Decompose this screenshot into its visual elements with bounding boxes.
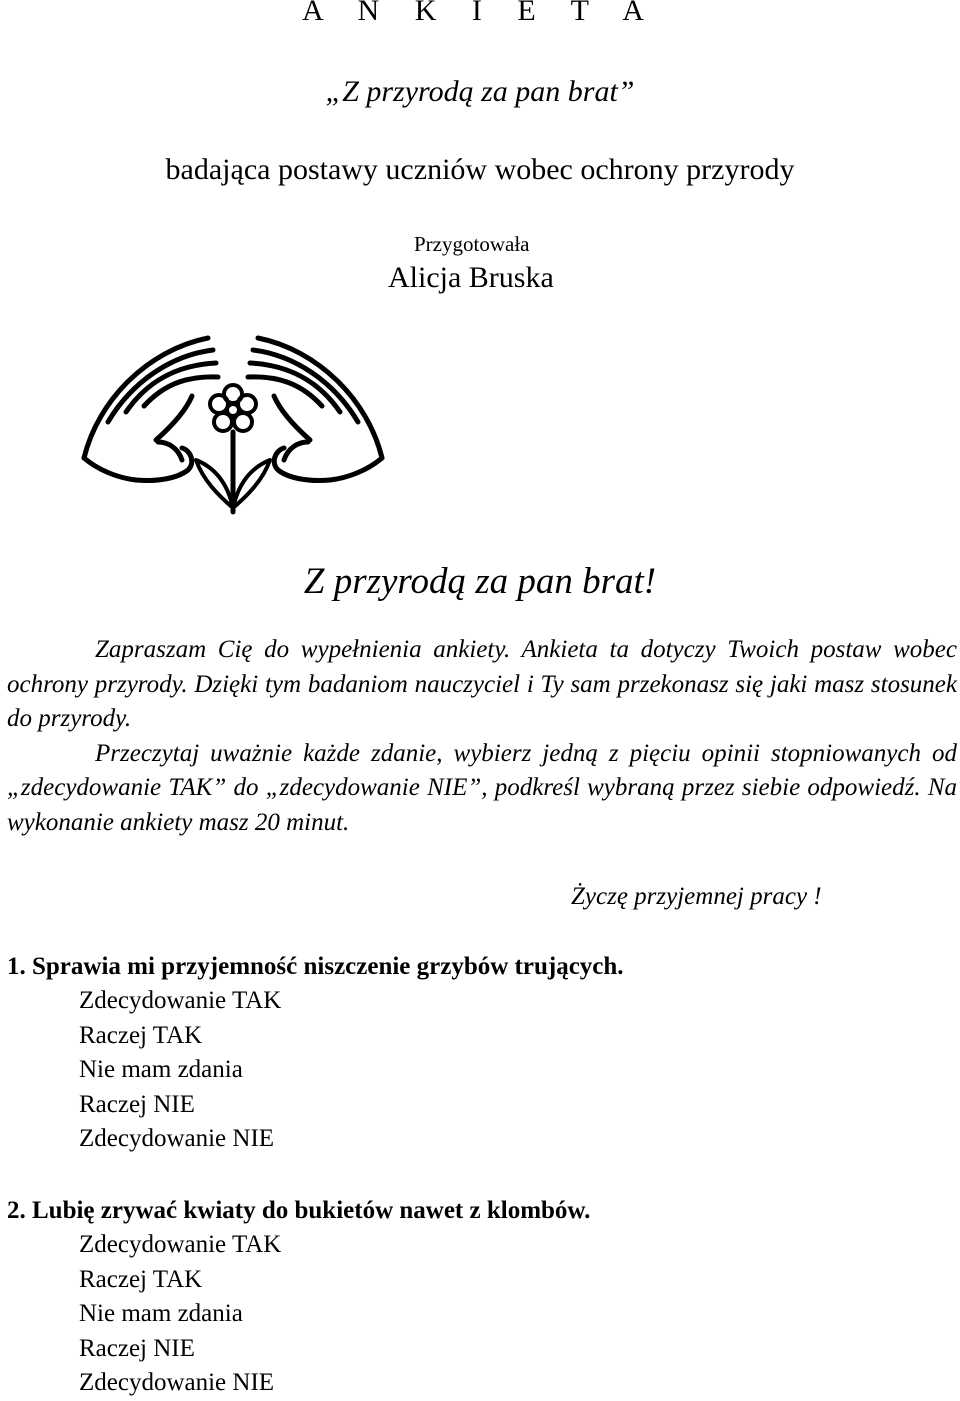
answer-option[interactable]: Raczej NIE [79,1090,195,1118]
intro-paragraph: Zapraszam Cię do wypełnienia ankiety. Ankieta ta dotyczy Twoich postaw wobec ochrony przyrody. Dzięki tym badaniom nauczyciel i Ty sam przekonasz się jaki masz stosunek do przyrody. [7,636,957,732]
answer-option[interactable]: Zdecydowanie TAK [79,1231,282,1258]
answer-option[interactable]: Nie mam zdania [79,1300,243,1327]
question-text: 2. Lubię zrywać kwiaty do bukietów nawet z klombów. [7,1197,591,1224]
document-motto: „Z przyrodą za pan brat” [325,75,635,108]
intro-paragraph: Przeczytaj uważnie każde zdanie, wybierz jedną z pięciu opinii stopniowanych od „zdecydowanie TAK” do „zdecydowanie NIE”, podkreśl wybraną przez siebie odpowiedź. Na wykonanie ankiety masz 20 minut. [7,739,957,836]
document-subtitle: badająca postawy uczniów wobec ochrony przyrody [165,153,795,186]
answer-options [79,984,281,1157]
intro-heading: Z przyrodą za pan brat! [303,561,657,602]
answer-options [79,1228,281,1401]
document-title: A N K I E T A [302,0,658,27]
author-name: Alicja Bruska [388,261,554,294]
prepared-by-label: Przygotowała [414,232,530,256]
intro-text [7,633,957,840]
closing-wish: Życzę przyjemnej pracy ! [571,883,822,910]
answer-option[interactable]: Raczej NIE [79,1334,195,1362]
question-text: 1. Sprawia mi przyjemność niszczenie grzybów trujących. [7,953,624,980]
answer-option[interactable]: Nie mam zdania [79,1056,243,1083]
answer-option[interactable]: Raczej TAK [79,1265,203,1293]
hands-protecting-flower-icon [78,330,388,520]
answer-option[interactable]: Zdecydowanie TAK [79,987,282,1014]
answer-option[interactable]: Zdecydowanie NIE [79,1369,275,1396]
answer-option[interactable]: Zdecydowanie NIE [79,1125,275,1152]
answer-option[interactable]: Raczej TAK [79,1021,203,1049]
